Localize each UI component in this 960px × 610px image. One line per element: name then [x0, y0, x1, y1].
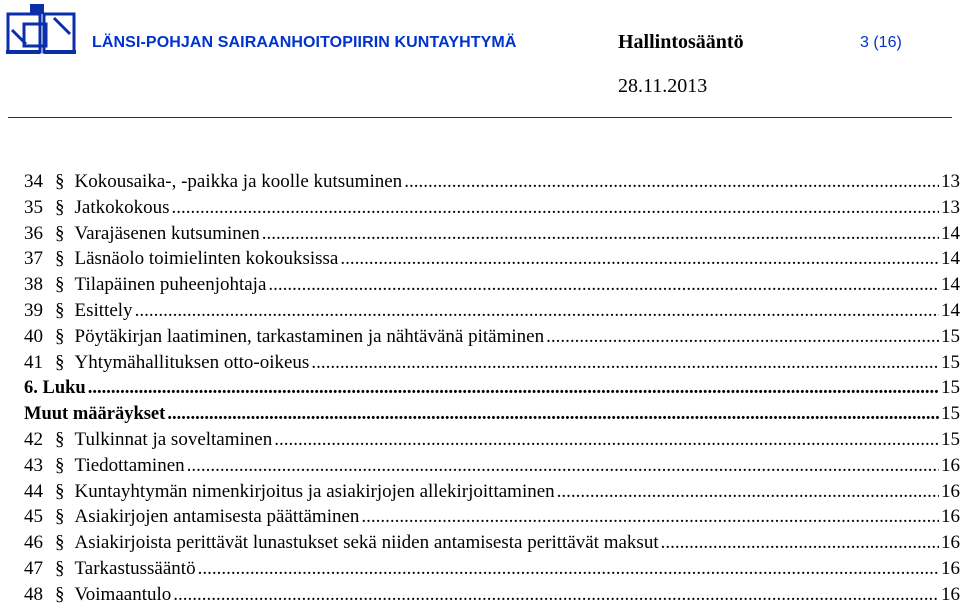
logo-base-right: [44, 50, 76, 54]
toc-entry-number: 47: [24, 557, 43, 579]
section-symbol: §: [55, 196, 65, 218]
toc-leader-dots: [404, 171, 939, 193]
toc-entry-36[interactable]: [24, 223, 960, 249]
toc-leader-dots: [274, 429, 939, 451]
toc-entry-40[interactable]: [24, 326, 960, 352]
section-symbol: §: [55, 583, 65, 605]
toc-entry-label: Voimaantulo: [74, 583, 172, 605]
toc-entry-page: 13: [941, 171, 960, 192]
toc-entry-number: 42: [24, 428, 43, 450]
toc-leader-dots: [172, 197, 940, 219]
section-symbol: §: [55, 557, 65, 579]
section-symbol: §: [55, 506, 65, 528]
document-title: Hallintosääntö: [618, 31, 744, 53]
organization-logo: [4, 0, 82, 60]
toc-entry-48[interactable]: [24, 584, 960, 610]
toc-entry-number: 41: [24, 351, 43, 373]
logo-base-left: [6, 50, 40, 54]
section-symbol: §: [55, 428, 65, 450]
toc-entry-label: Asiakirjojen antamisesta päättäminen: [74, 506, 360, 528]
toc-leader-dots: [88, 378, 939, 399]
toc-heading-page: 15: [941, 377, 960, 399]
toc-entry-43[interactable]: [24, 455, 960, 481]
toc-entry-number: 40: [24, 325, 43, 347]
toc-entry-page: 16: [941, 454, 960, 476]
toc-leader-dots: [268, 274, 939, 296]
toc-entry-page: 16: [941, 557, 960, 579]
toc-entry-label: Kuntayhtymän nimenkirjoitus ja asiakirjojen allekirjoittaminen: [74, 480, 555, 502]
toc-entry-page: 14: [941, 274, 960, 296]
toc-entry-44[interactable]: [24, 481, 960, 507]
section-symbol: §: [55, 325, 65, 347]
toc-entry-38[interactable]: [24, 274, 960, 300]
toc-leader-dots: [311, 352, 939, 374]
toc-entry-page: 15: [941, 351, 960, 373]
toc-entry-number: 34: [24, 171, 43, 192]
organization-name: LÄNSI-POHJAN SAIRAANHOITOPIIRIN KUNTAYHTYMÄ: [92, 34, 517, 51]
toc-leader-dots: [173, 584, 939, 606]
toc-entry-label: Tarkastussääntö: [74, 557, 196, 579]
toc-entry-page: 14: [941, 222, 960, 244]
document-date: 28.11.2013: [618, 75, 708, 97]
toc-leader-dots: [135, 300, 939, 322]
toc-entry-label: Tilapäinen puheenjohtaja: [74, 274, 267, 296]
logo-top-block: [30, 4, 44, 14]
toc-entry-number: 44: [24, 480, 43, 502]
toc-entry-page: 15: [941, 325, 960, 347]
section-symbol: §: [55, 480, 65, 502]
section-symbol: §: [55, 351, 65, 373]
toc-entry-number: 46: [24, 532, 43, 554]
toc-entry-39[interactable]: [24, 300, 960, 326]
toc-entry-number: 39: [24, 299, 43, 321]
toc-entry-label: Jatkokokous: [74, 196, 170, 218]
toc-leader-dots: [546, 326, 939, 348]
toc-entry-label: Läsnäolo toimielinten kokouksissa: [74, 248, 339, 270]
toc-entry-number: 38: [24, 274, 43, 296]
toc-entry-number: 37: [24, 248, 43, 270]
toc-entry-42[interactable]: [24, 429, 960, 455]
toc-leader-dots: [340, 248, 939, 270]
toc-entry-34[interactable]: [24, 171, 960, 197]
toc-heading-chapter-6[interactable]: [24, 377, 960, 403]
toc-entry-number: 45: [24, 506, 43, 528]
toc-leader-dots: [167, 404, 939, 425]
section-symbol: §: [55, 454, 65, 476]
section-symbol: §: [55, 222, 65, 244]
section-symbol: §: [55, 532, 65, 554]
toc-heading-page: 15: [941, 403, 960, 425]
section-symbol: §: [55, 299, 65, 321]
toc-entry-page: 16: [941, 480, 960, 502]
toc-entry-35[interactable]: [24, 197, 960, 223]
toc-heading-label: Muut määräykset: [24, 404, 166, 425]
section-symbol: §: [55, 248, 65, 270]
page-indicator: 3 (16): [860, 34, 902, 51]
toc-entry-label: Tulkinnat ja soveltaminen: [74, 428, 273, 450]
toc-entry-number: 48: [24, 583, 43, 605]
toc-heading-label: 6. Luku: [24, 378, 86, 399]
toc-entry-label: Kokousaika-, -paikka ja koolle kutsuminen: [74, 171, 403, 192]
toc-entry-number: 36: [24, 222, 43, 244]
toc-leader-dots: [361, 506, 939, 528]
toc-entry-47[interactable]: [24, 558, 960, 584]
table-of-contents: [24, 171, 960, 610]
toc-entry-page: 14: [941, 248, 960, 270]
toc-entry-page: 14: [941, 299, 960, 321]
section-symbol: §: [55, 171, 65, 192]
header-divider: [8, 117, 952, 118]
section-symbol: §: [55, 274, 65, 296]
toc-entry-page: 16: [941, 532, 960, 554]
toc-entry-page: 16: [941, 506, 960, 528]
toc-entry-label: Varajäsenen kutsuminen: [74, 222, 260, 244]
toc-entry-number: 43: [24, 454, 43, 476]
toc-entry-label: Tiedottaminen: [74, 454, 185, 476]
toc-leader-dots: [198, 558, 939, 580]
toc-entry-46[interactable]: [24, 532, 960, 558]
toc-entry-page: 13: [941, 196, 960, 218]
toc-leader-dots: [661, 532, 939, 554]
toc-entry-label: Yhtymähallituksen otto-oikeus: [74, 351, 310, 373]
toc-entry-37[interactable]: [24, 248, 960, 274]
toc-entry-label: Asiakirjoista perittävät lunastukset sekä niiden antamisesta perittävät maksut: [74, 532, 659, 554]
toc-leader-dots: [557, 481, 939, 503]
toc-entry-label: Pöytäkirjan laatiminen, tarkastaminen ja nähtävänä pitäminen: [74, 325, 545, 347]
toc-entry-number: 35: [24, 196, 43, 218]
toc-entry-label: Esittely: [74, 299, 133, 321]
toc-entry-41[interactable]: [24, 352, 960, 378]
toc-leader-dots: [262, 223, 939, 245]
toc-entry-page: 16: [941, 583, 960, 605]
toc-leader-dots: [187, 455, 939, 477]
toc-entry-45[interactable]: [24, 506, 960, 532]
toc-heading-other-provisions[interactable]: [24, 403, 960, 429]
toc-entry-page: 15: [941, 428, 960, 450]
